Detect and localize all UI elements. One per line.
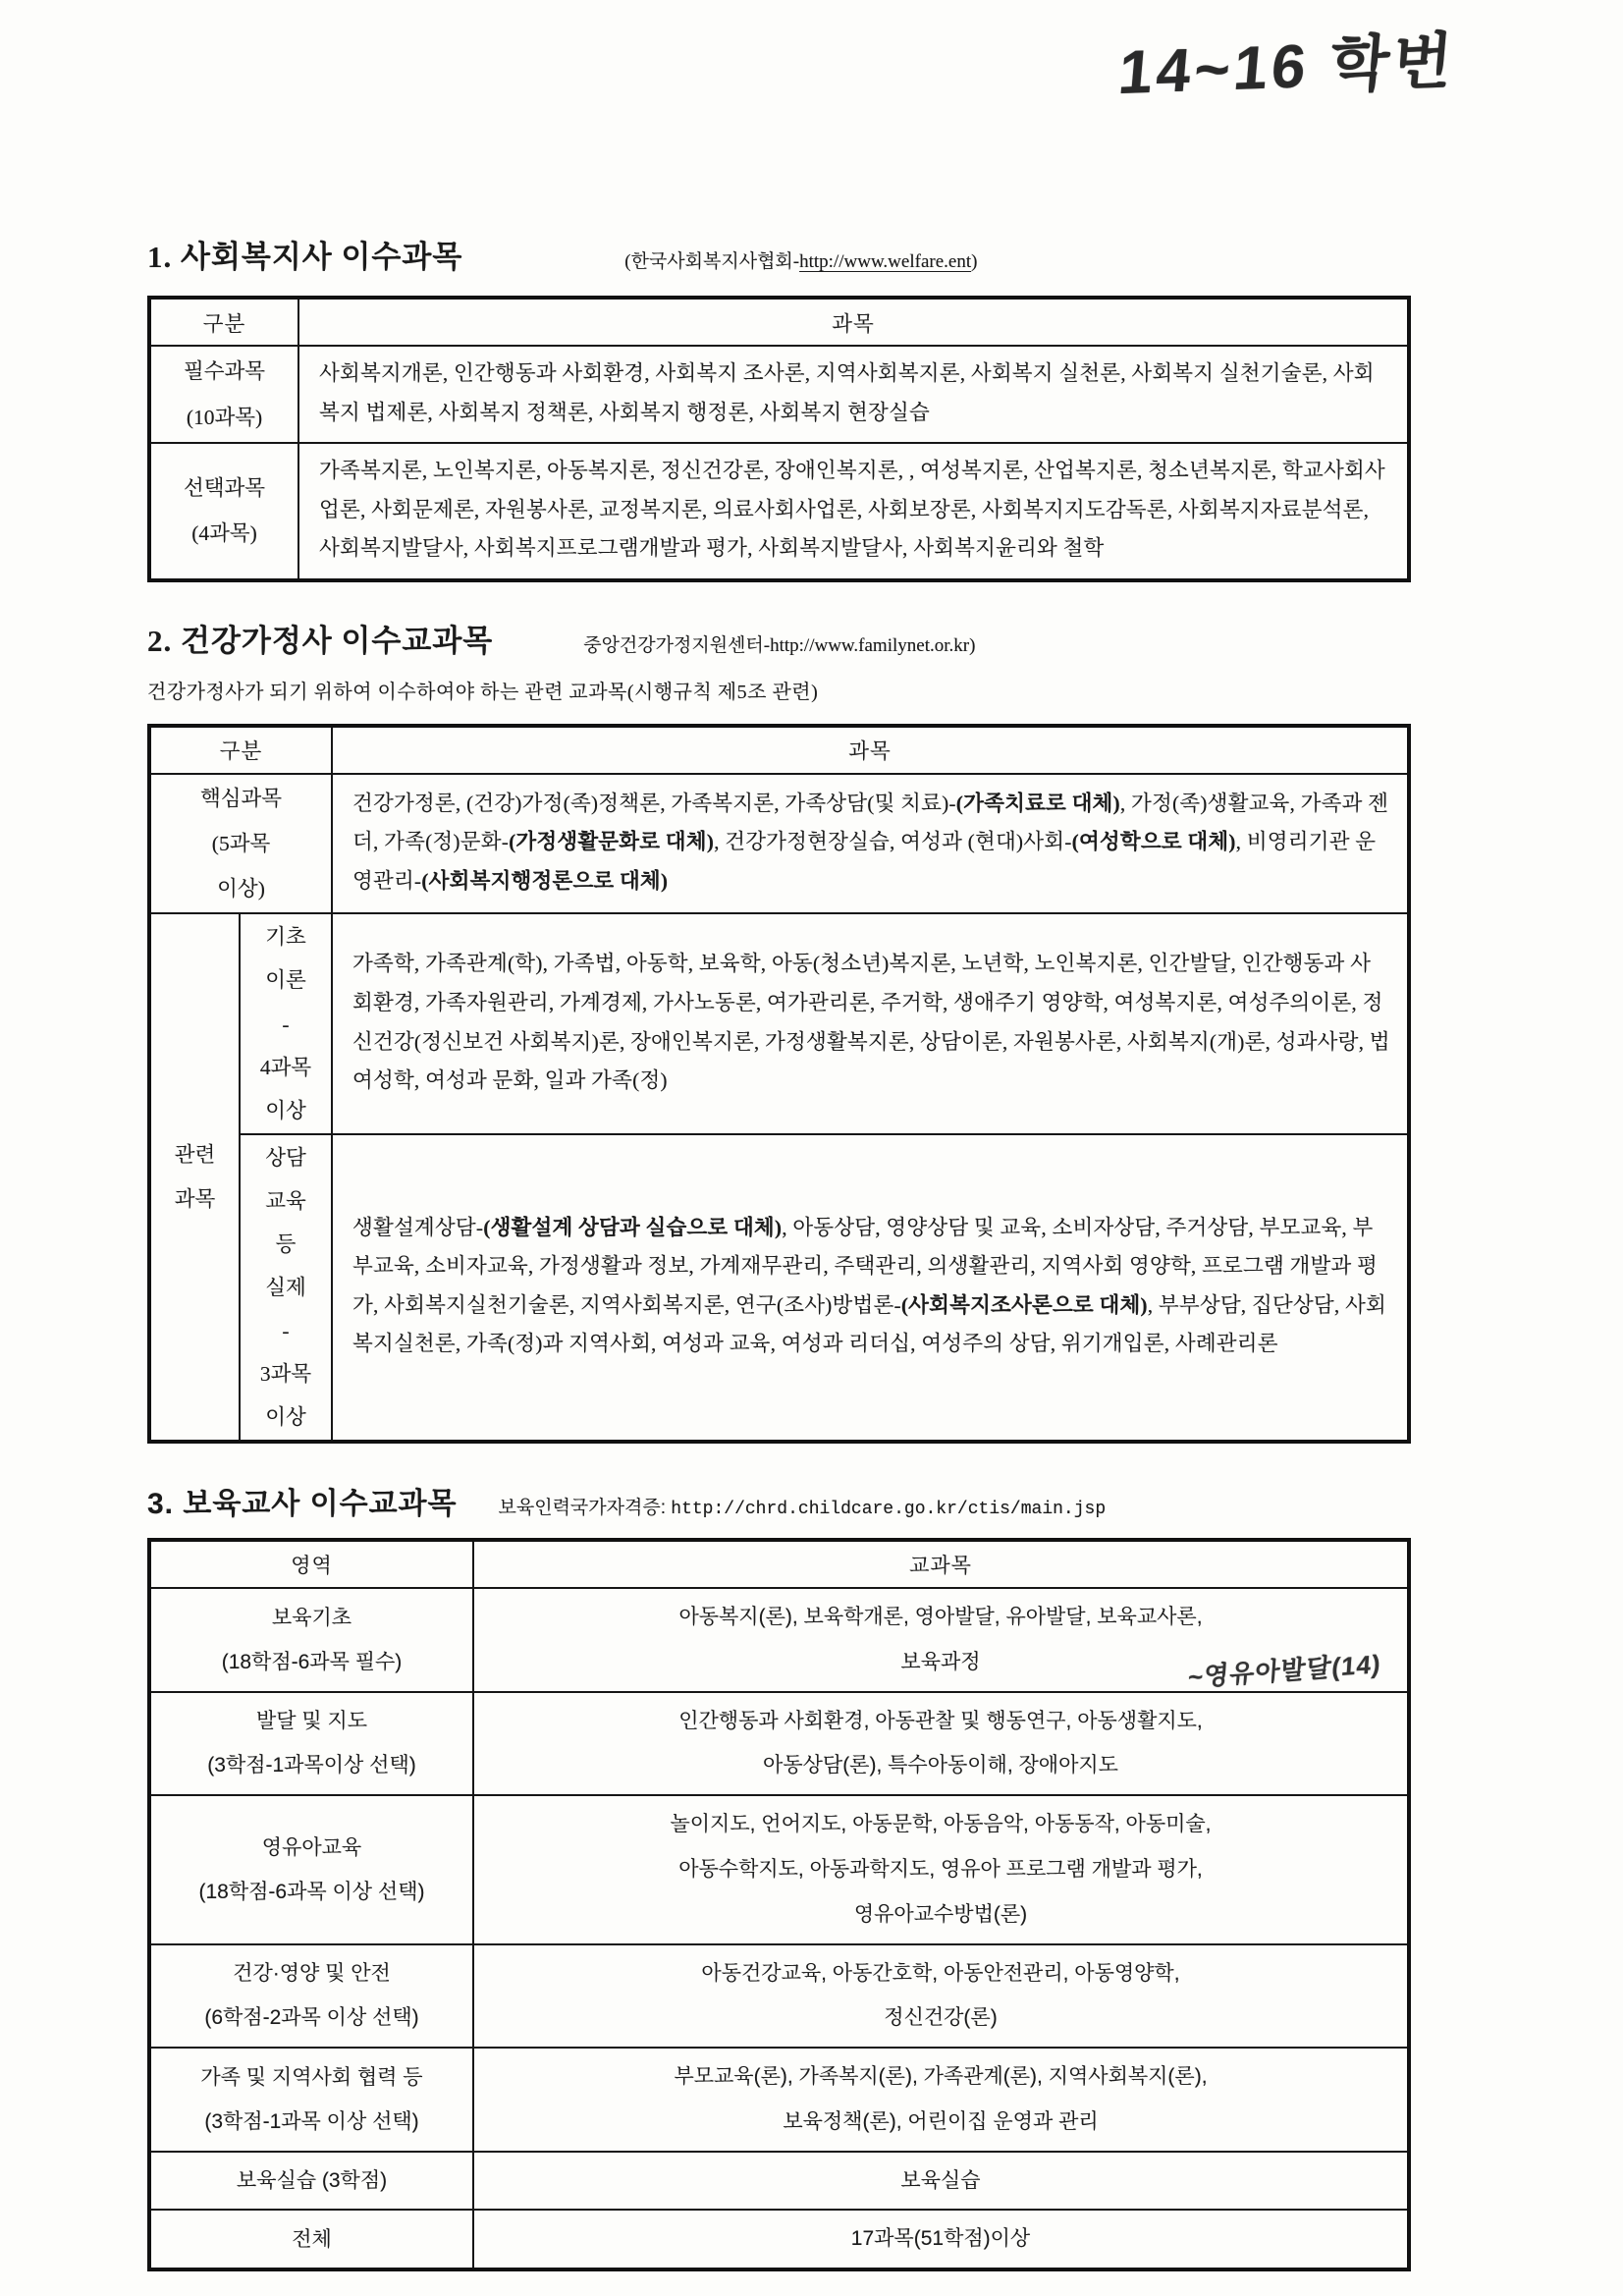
- section2-source: 중앙건강가정지원센터-http://www.familynet.or.kr): [583, 634, 976, 656]
- table-row-family-community: [149, 2048, 1409, 2152]
- section3-source: [499, 1493, 1107, 1519]
- row-label-practicum: 보육실습 (3학점): [149, 2152, 473, 2211]
- row-label-family-community: 가족 및 지역사회 협력 등 (3학점-1과목 이상 선택): [149, 2048, 473, 2152]
- row-content-practicum: 보육실습: [473, 2152, 1409, 2211]
- section3-source-url: http://chrd.childcare.go.kr/ctis/main.jsp: [671, 1500, 1107, 1520]
- row-content-elective: 가족복지론, 노인복지론, 아동복지론, 정신건강론, 장애인복지론, , 여성복지론, 산업복지론, 청소년복지론, 학교사회사업론, 사회문제론, 자원봉사론, 교정복지론, 의료사회사업론, 사회보장론, 사회복지지도감독론, 사회복지자료분석론, 사회복지발달사, 사회복지프로그램개발과 평가, 사회복지발달사, 사회복지윤리와 철학: [298, 443, 1409, 580]
- row-content-total: 17과목(51학점)이상: [473, 2210, 1409, 2269]
- table-row-core: [149, 774, 1409, 914]
- row-content-core: 건강가정론, (건강)가정(족)정책론, 가족복지론, 가족상담(및 치료)-(가족치료로 대체), 가정(족)생활교육, 가족과 젠더, 가족(정)문화-(가정생활문화로 대체), 건강가정현장실습, 여성과 (현대)사회-(여성학으로 대체), 비영리기관 운영관리-(사회복지행정론으로 대체): [332, 774, 1409, 914]
- section3-title: 3. 보육교사 이수교과목: [147, 1488, 458, 1521]
- row-label-health-nutrition-safety: 건강·영양 및 안전 (6학점-2과목 이상 선택): [149, 1944, 473, 2049]
- row-label-counseling-practice: 상담 교육 등 실제 - 3과목 이상: [240, 1134, 332, 1442]
- header-gubun: 구분: [149, 726, 332, 774]
- row-label-core: 핵심과목 (5과목 이상): [149, 774, 332, 914]
- table-header-row: [149, 1540, 1409, 1588]
- table-row-required: [149, 346, 1409, 443]
- table-row-health-nutrition-safety: [149, 1944, 1409, 2049]
- table-row-basic-theory: [149, 913, 1409, 1133]
- table-row-childcare-basics: [149, 1588, 1409, 1692]
- row-label-required: 필수과목 (10과목): [149, 346, 298, 443]
- content-lines: 아동복지(론), 보육학개론, 영아발달, 유아발달, 보육교사론, 보육과정: [678, 1606, 1203, 1673]
- row-content-early-childhood-education: 놀이지도, 언어지도, 아동문학, 아동음악, 아동동작, 아동미술, 아동수학지도, 아동과학지도, 영유아 프로그램 개발과 평가, 영유아교수방법(론): [473, 1795, 1409, 1943]
- row-content-development-guidance: 인간행동과 사회환경, 아동관찰 및 행동연구, 아동생활지도, 아동상담(론), 특수아동이해, 장애아지도: [473, 1692, 1409, 1796]
- table-row-elective: [149, 443, 1409, 580]
- table-header-row: [149, 726, 1409, 774]
- row-label-early-childhood-education: 영유아교육 (18학점-6과목 이상 선택): [149, 1795, 473, 1943]
- social-worker-courses-table: [147, 296, 1411, 582]
- row-label-development-guidance: 발달 및 지도 (3학점-1과목이상 선택): [149, 1692, 473, 1796]
- section3-header: [147, 1479, 1411, 1522]
- header-area: 영역: [149, 1540, 473, 1588]
- table-row-counseling-practice: [149, 1134, 1409, 1442]
- healthy-family-courses-table: [147, 724, 1411, 1444]
- section1-source-suffix: ): [971, 251, 978, 272]
- header-gwamok: 과목: [298, 298, 1409, 346]
- header-gwamok: 과목: [332, 726, 1409, 774]
- header-subjects: 교과목: [473, 1540, 1409, 1588]
- section2-header: [147, 616, 1411, 660]
- row-label-childcare-basics: 보육기초 (18학점-6과목 필수): [149, 1588, 473, 1692]
- table-row-early-childhood-education: [149, 1795, 1409, 1943]
- row-label-total: 전체: [149, 2210, 473, 2269]
- row-content-basic-theory: 가족학, 가족관계(학), 가족법, 아동학, 보육학, 아동(청소년)복지론, 노년학, 노인복지론, 인간발달, 인간행동과 사회환경, 가족자원관리, 가계경제, 가사노동론, 여가관리론, 주거학, 생애주기 영양학, 여성복지론, 여성주의이론, 정신건강(정신보건 사회복지)론, 장애인복지론, 가정생활복지론, 상담이론, 자원봉사론, 사회복지(개)론, 성과사랑, 법여성학, 여성과 문화, 일과 가족(정): [332, 913, 1409, 1133]
- header-gubun: 구분: [149, 298, 298, 346]
- handwritten-cohort-note: 14~16 학번: [1115, 27, 1459, 108]
- section3-source-label: 보육인력국가자격증:: [498, 1498, 672, 1519]
- table-row-development-guidance: [149, 1692, 1409, 1796]
- group-label-related: 관련 과목: [149, 913, 240, 1442]
- row-label-basic-theory: 기초 이론 - 4과목 이상: [240, 913, 332, 1133]
- section1-source: [624, 246, 977, 273]
- row-content-childcare-basics: [473, 1588, 1409, 1692]
- section2-subtitle: 건강가정사가 되기 위하여 이수하여야 하는 관련 교과목(시행규칙 제5조 관련): [147, 681, 819, 703]
- section1-source-url: http://www.welfare.ent: [799, 251, 972, 272]
- table-row-practicum: [149, 2152, 1409, 2211]
- section1-title: 1. 사회복지사 이수과목: [147, 240, 463, 274]
- row-content-required: 사회복지개론, 인간행동과 사회환경, 사회복지 조사론, 지역사회복지론, 사회복지 실천론, 사회복지 실천기술론, 사회복지 법제론, 사회복지 정책론, 사회복지 행정론, 사회복지 현장실습: [298, 346, 1409, 443]
- section1-header: [147, 232, 1411, 276]
- childcare-teacher-courses-table: [147, 1538, 1411, 2271]
- handwritten-infant-development-note: ~영유아발달(14): [1187, 1648, 1382, 1692]
- row-label-elective: 선택과목 (4과목): [149, 443, 298, 580]
- section2-title: 2. 건강가정사 이수교과목: [147, 623, 494, 658]
- table-row-total: [149, 2210, 1409, 2269]
- row-content-health-nutrition-safety: 아동건강교육, 아동간호학, 아동안전관리, 아동영양학, 정신건강(론): [473, 1944, 1409, 2049]
- row-content-counseling-practice: 생활설계상담-(생활설계 상담과 실습으로 대체), 아동상담, 영양상담 및 교육, 소비자상담, 주거상담, 부모교육, 부부교육, 소비자교육, 가정생활과 정보, 가계재무관리, 주택관리, 의생활관리, 지역사회 영양학, 프로그램 개발과 평가, 사회복지실천기술론, 지역사회복지론, 연구(조사)방법론-(사회복지조사론으로 대체), 부부상담, 집단상담, 사회복지실천론, 가족(정)과 지역사회, 여성과 교육, 여성과 리더십, 여성주의 상담, 위기개입론, 사례관리론: [332, 1134, 1409, 1442]
- section1-source-prefix: (한국사회복지사협회-: [624, 251, 800, 272]
- table-header-row: [149, 298, 1409, 346]
- row-content-family-community: 부모교육(론), 가족복지(론), 가족관계(론), 지역사회복지(론), 보육정책(론), 어린이집 운영과 관리: [473, 2048, 1409, 2152]
